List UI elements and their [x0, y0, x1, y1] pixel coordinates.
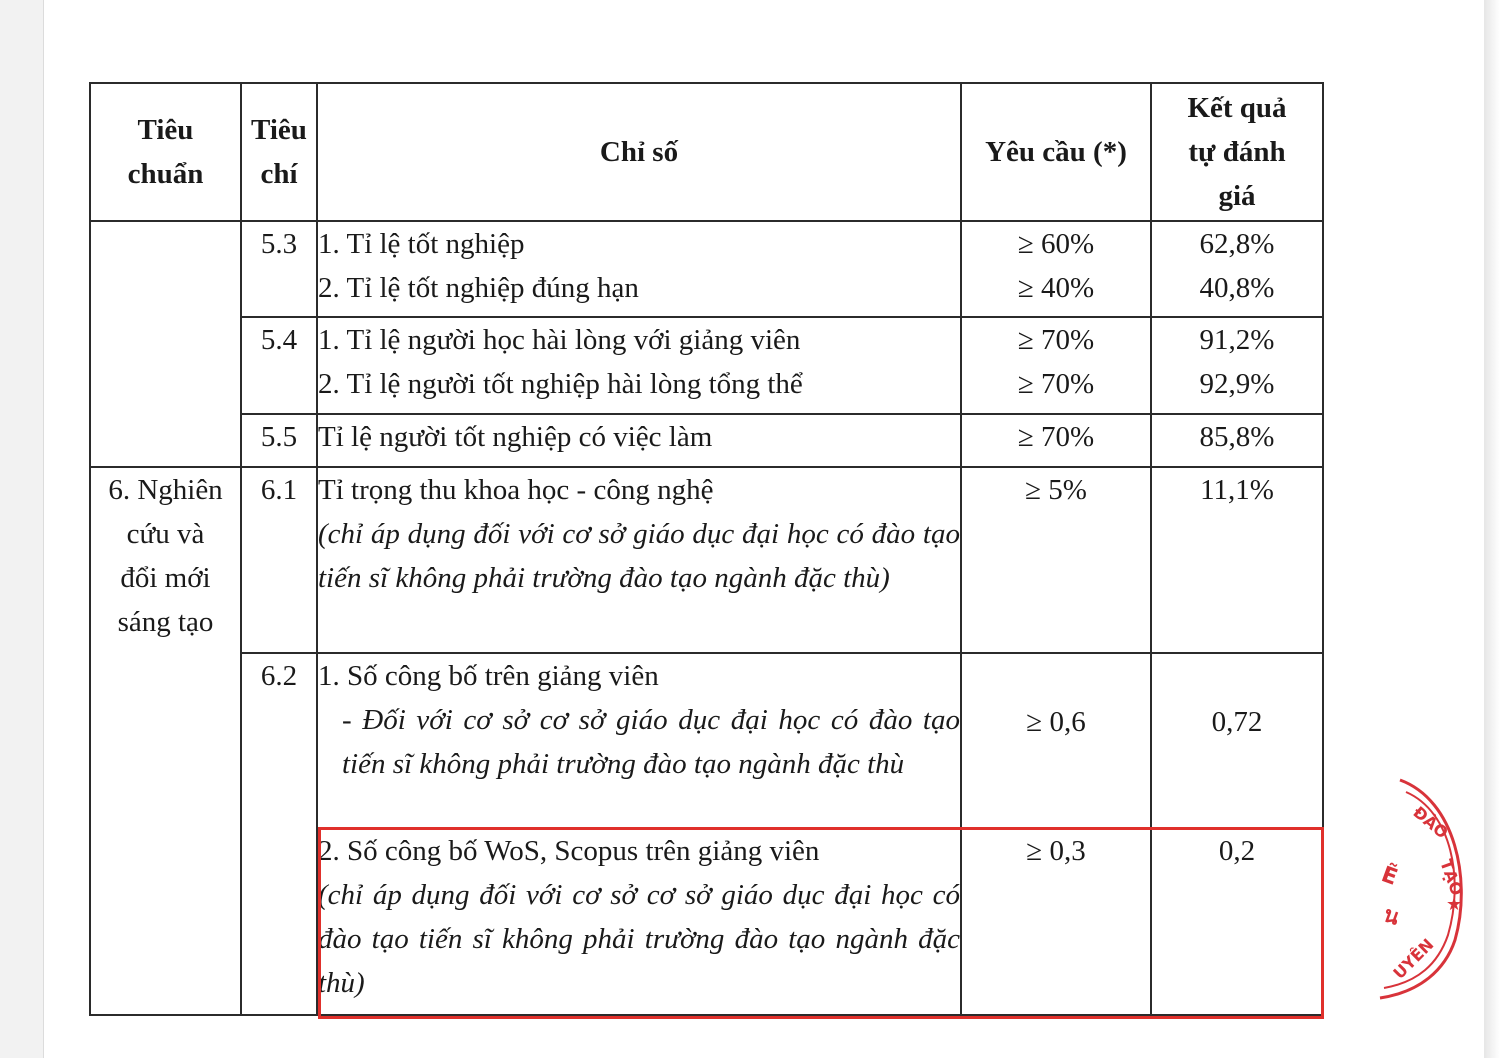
requirement-cell: ≥ 0,3 — [961, 828, 1151, 1015]
criterion-cell: 6.2 — [241, 653, 317, 1015]
svg-text:TẠO: TẠO — [1436, 856, 1467, 899]
requirement-cell: ≥ 0,6 — [961, 653, 1151, 828]
seal-stamp — [1360, 770, 1480, 1000]
svg-text:★: ★ — [1446, 894, 1463, 915]
svg-text:น: น — [1379, 902, 1403, 931]
result-cell: 62,8% 40,8% — [1151, 221, 1323, 317]
svg-text:ĐÀO: ĐÀO — [1409, 802, 1452, 843]
header-tieu-chuan: Tiêu chuẩn — [90, 83, 241, 221]
page-edge-shadow — [1484, 0, 1500, 1058]
indicator-cell: 1. Số công bố trên giảng viên - Đối với cơ sở cơ sở giáo dục đại học có đào tạo tiến sĩ không phải trường đào tạo ngành đặc thù — [317, 653, 961, 828]
indicator-cell: 1. Tỉ lệ tốt nghiệp 2. Tỉ lệ tốt nghiệp đúng hạn — [317, 221, 961, 317]
criterion-cell: 5.4 — [241, 317, 317, 414]
requirement-cell: ≥ 5% — [961, 467, 1151, 653]
indicator-cell: Tỉ lệ người tốt nghiệp có việc làm — [317, 414, 961, 467]
indicator-cell: Tỉ trọng thu khoa học - công nghệ (chỉ áp dụng đối với cơ sở giáo dục đại học có đào tạo tiến sĩ không phải trường đào tạo ngành đặc thù) — [317, 467, 961, 653]
standard-5-cell — [90, 221, 241, 467]
result-cell: 0,2 — [1151, 828, 1323, 1015]
table-row — [90, 221, 1323, 317]
table-row — [90, 467, 1323, 653]
header-ket-qua: Kết quả tự đánh giá — [1151, 83, 1323, 221]
requirement-cell: ≥ 70% ≥ 70% — [961, 317, 1151, 414]
table-row — [90, 317, 1323, 414]
svg-text:UYÊN: UYÊN — [1389, 934, 1438, 983]
criteria-table — [89, 82, 1324, 1016]
result-cell: 11,1% — [1151, 467, 1323, 653]
indicator-cell: 2. Số công bố WoS, Scopus trên giảng viên (chỉ áp dụng đối với cơ sở cơ sở giáo dục đại học có đào tạo tiến sĩ không phải trường đào tạo ngành đặc thù) — [317, 828, 961, 1015]
result-cell: 85,8% — [1151, 414, 1323, 467]
header-tieu-chi: Tiêu chí — [241, 83, 317, 221]
criterion-cell: 5.5 — [241, 414, 317, 467]
indicator-cell: 1. Tỉ lệ người học hài lòng với giảng viên 2. Tỉ lệ người tốt nghiệp hài lòng tổng thể — [317, 317, 961, 414]
standard-6-cell: 6. Nghiên cứu và đổi mới sáng tạo — [90, 467, 241, 1015]
svg-text:Ẽ: Ẽ — [1377, 862, 1401, 891]
header-yeu-cau: Yêu cầu (*) — [961, 83, 1151, 221]
header-chi-so: Chỉ số — [317, 83, 961, 221]
result-cell: 91,2% 92,9% — [1151, 317, 1323, 414]
requirement-cell: ≥ 70% — [961, 414, 1151, 467]
criterion-cell: 5.3 — [241, 221, 317, 317]
criterion-cell: 6.1 — [241, 467, 317, 653]
table-row — [90, 653, 1323, 828]
requirement-cell: ≥ 60% ≥ 40% — [961, 221, 1151, 317]
table-header-row — [90, 83, 1323, 221]
table-row — [90, 414, 1323, 467]
result-cell: 0,72 — [1151, 653, 1323, 828]
